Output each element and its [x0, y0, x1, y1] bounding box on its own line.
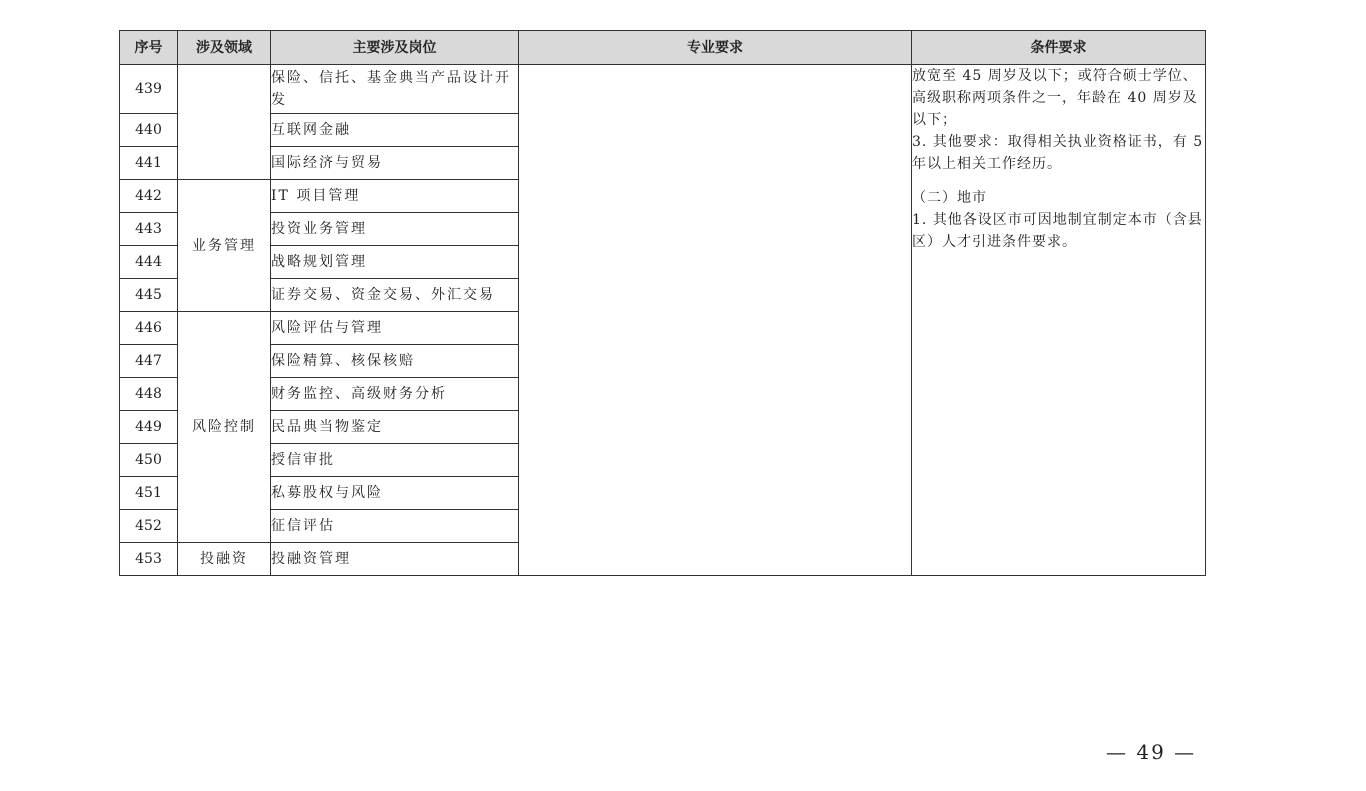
area-cell-empty — [178, 65, 271, 180]
row-number: 445 — [120, 279, 178, 312]
header-major: 专业要求 — [519, 31, 912, 65]
conditions-text-1: 放宽至 45 周岁及以下；或符合硕士学位、高级职称两项条件之一，年龄在 40 周岁及以下； — [912, 68, 1198, 128]
post-cell: 投资业务管理 — [271, 213, 519, 246]
row-number: 453 — [120, 543, 178, 576]
row-number: 444 — [120, 246, 178, 279]
row-number: 448 — [120, 378, 178, 411]
post-cell: IT 项目管理 — [271, 180, 519, 213]
row-number: 446 — [120, 312, 178, 345]
post-cell: 战略规划管理 — [271, 246, 519, 279]
area-business: 业务管理 — [178, 180, 271, 312]
row-number: 443 — [120, 213, 178, 246]
row-number: 441 — [120, 147, 178, 180]
post-cell: 财务监控、高级财务分析 — [271, 378, 519, 411]
row-number: 442 — [120, 180, 178, 213]
conditions-text-4: 1. 其他各设区市可因地制宜制定本市（含县区）人才引进条件要求。 — [912, 212, 1203, 250]
row-number: 447 — [120, 345, 178, 378]
header-conditions: 条件要求 — [912, 31, 1206, 65]
area-investment: 投融资 — [178, 543, 271, 576]
page-number: — 49 — — [1106, 740, 1197, 764]
row-number: 440 — [120, 114, 178, 147]
row-number: 451 — [120, 477, 178, 510]
post-cell: 授信审批 — [271, 444, 519, 477]
table-row — [120, 65, 1206, 114]
row-number: 439 — [120, 65, 178, 114]
post-cell: 保险精算、核保核赔 — [271, 345, 519, 378]
header-area: 涉及领域 — [178, 31, 271, 65]
post-cell: 私募股权与风险 — [271, 477, 519, 510]
conditions-cell — [912, 65, 1206, 576]
post-cell: 保险、信托、基金典当产品设计开发 — [271, 65, 519, 114]
row-number: 452 — [120, 510, 178, 543]
conditions-text-2: 3. 其他要求：取得相关执业资格证书，有 5 年以上相关工作经历。 — [912, 134, 1204, 172]
header-post: 主要涉及岗位 — [271, 31, 519, 65]
row-number: 449 — [120, 411, 178, 444]
post-cell: 民品典当物鉴定 — [271, 411, 519, 444]
post-cell: 互联网金融 — [271, 114, 519, 147]
post-cell: 风险评估与管理 — [271, 312, 519, 345]
post-cell: 证券交易、资金交易、外汇交易 — [271, 279, 519, 312]
table-header-row — [120, 31, 1206, 65]
row-number: 450 — [120, 444, 178, 477]
post-cell: 投融资管理 — [271, 543, 519, 576]
post-cell: 征信评估 — [271, 510, 519, 543]
post-cell: 国际经济与贸易 — [271, 147, 519, 180]
major-requirement-cell — [519, 65, 912, 576]
area-risk: 风险控制 — [178, 312, 271, 543]
header-seq: 序号 — [120, 31, 178, 65]
conditions-text-3: （二）地市 — [912, 190, 987, 206]
talent-requirements-table — [119, 30, 1206, 576]
